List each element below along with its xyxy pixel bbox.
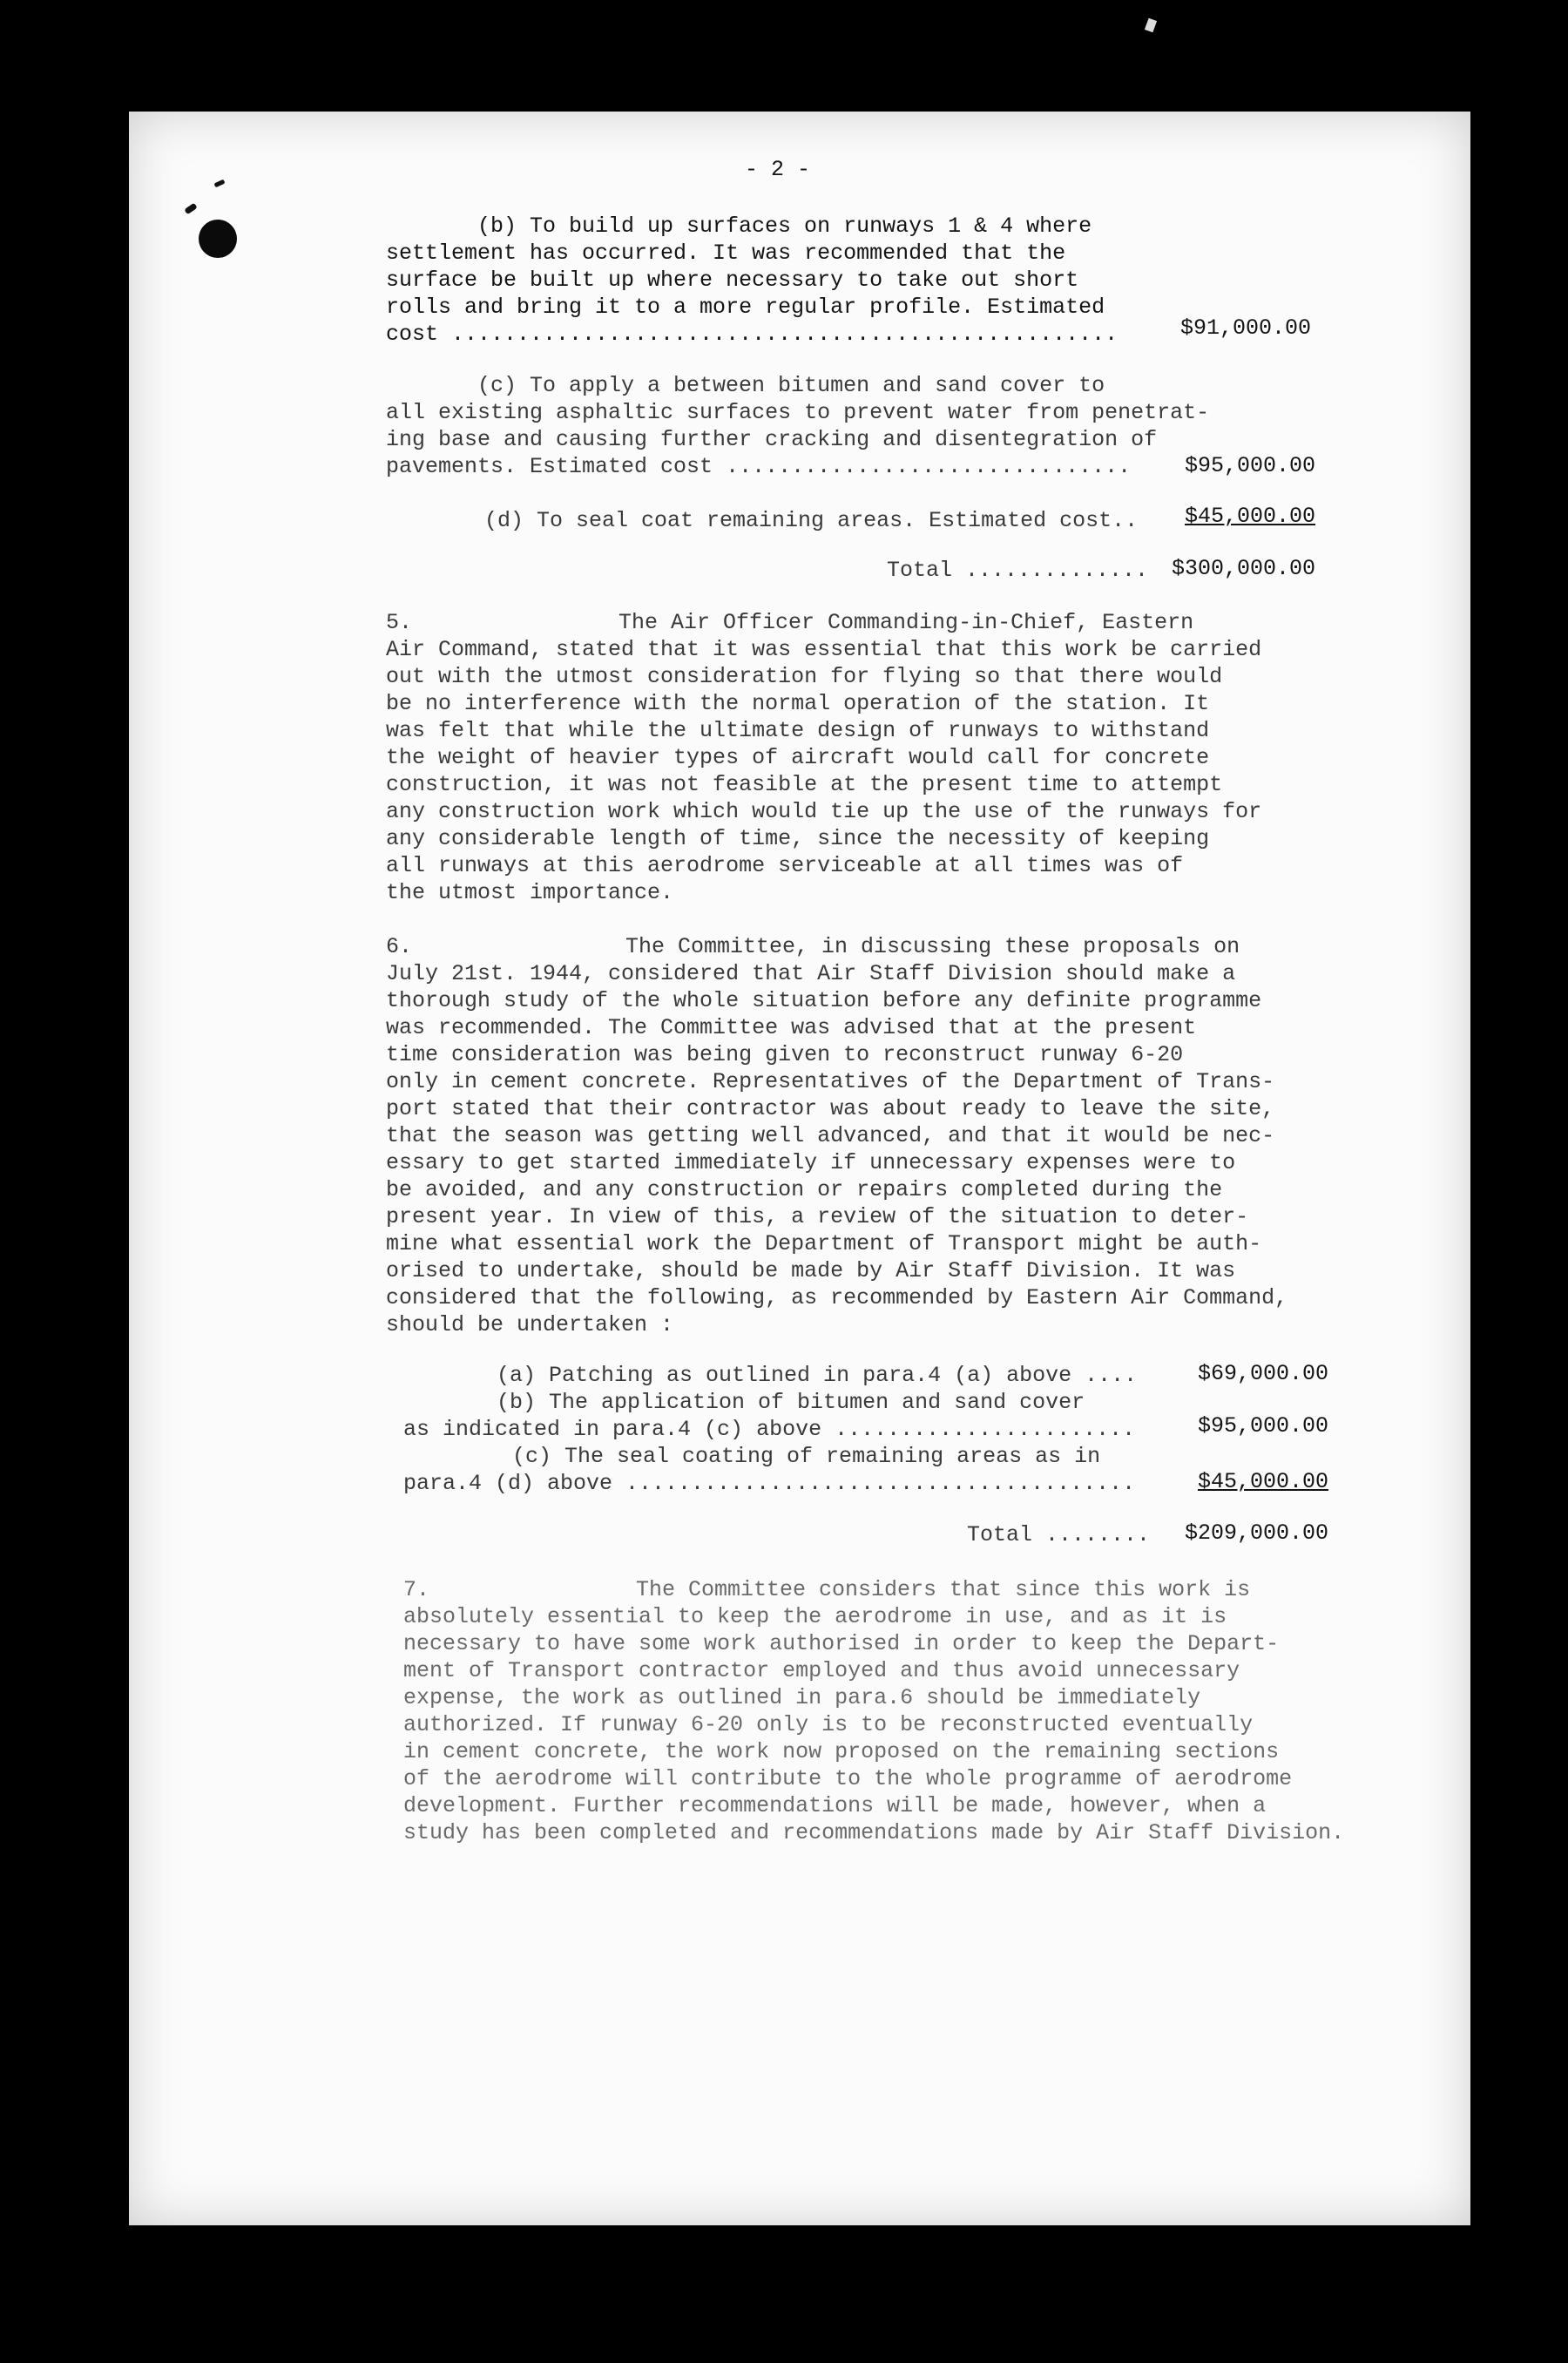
para-7-line: study has been completed and recommendations made by Air Staff Division. — [403, 1820, 1345, 1845]
punch-hole — [199, 220, 237, 258]
para-5-line: any considerable length of time, since the necessity of keeping — [386, 826, 1210, 851]
item-a-amount: $69,000.00 — [1197, 1361, 1328, 1386]
total-amount: $300,000.00 — [1171, 556, 1315, 581]
item-b-amount: $95,000.00 — [1197, 1413, 1328, 1439]
para-5-line: any construction work which would tie up the use of the runways for — [386, 799, 1262, 824]
para-7-line: expense, the work as outlined in para.6 should be immediately — [403, 1685, 1201, 1710]
para-7-line: The Committee considers that since this work is — [636, 1577, 1251, 1602]
para-6-item-c: (c) The seal coating of remaining areas as in — [512, 1444, 1101, 1469]
total-label: Total .............. — [887, 558, 1149, 583]
para-number: 5. — [386, 610, 413, 635]
item-b-line: surface be built up where necessary to take out short — [386, 267, 1079, 293]
item-d-amount: $45,000.00 — [1184, 504, 1315, 529]
item-c-amount: $45,000.00 — [1197, 1469, 1328, 1494]
item-b-line: rolls and bring it to a more regular profile. Estimated — [386, 295, 1105, 320]
scan-artifact — [1145, 18, 1157, 33]
para-6-line: essary to get started immediately if unnecessary expenses were to — [386, 1150, 1236, 1175]
para-7-line: of the aerodrome will contribute to the whole programme of aerodrome — [403, 1766, 1293, 1791]
para-5-line: construction, it was not feasible at the present time to attempt — [386, 772, 1223, 797]
page-number: - 2 - — [745, 157, 811, 182]
item-c-line: all existing asphaltic surfaces to prevent water from penetrat- — [386, 400, 1210, 425]
item-d-line: (d) To seal coat remaining areas. Estimated cost.. — [484, 508, 1139, 533]
para-6-line: should be undertaken : — [386, 1312, 674, 1337]
para-7-line: in cement concrete, the work now proposed on the remaining sections — [403, 1739, 1280, 1764]
para-5-line: The Air Officer Commanding-in-Chief, Eastern — [618, 610, 1194, 635]
item-c-line: pavements. Estimated cost ............................... — [386, 454, 1132, 479]
para-6-line: orised to undertake, should be made by Air Staff Division. It was — [386, 1258, 1236, 1283]
para-6-line: time consideration was being given to reconstruct runway 6-20 — [386, 1042, 1184, 1067]
para-6-line: that the season was getting well advanced, and that it would be nec- — [386, 1123, 1275, 1148]
para-5-line: all runways at this aerodrome serviceable at all times was of — [386, 853, 1184, 878]
para-6-line: considered that the following, as recommended by Eastern Air Command, — [386, 1285, 1288, 1310]
total-label: Total ........ — [967, 1522, 1151, 1547]
item-c-amount: $95,000.00 — [1184, 453, 1315, 478]
para-6-item-b: as indicated in para.4 (c) above ....................... — [403, 1417, 1136, 1442]
para-6-line: port stated that their contractor was about ready to leave the site, — [386, 1096, 1275, 1121]
item-b-line: (b) To build up surfaces on runways 1 & 4 where — [477, 213, 1092, 239]
para-7-line: ment of Transport contractor employed and thus avoid unnecessary — [403, 1658, 1240, 1683]
para-6-line: July 21st. 1944, considered that Air Staff Division should make a — [386, 961, 1236, 986]
para-5-line: the weight of heavier types of aircraft would call for concrete — [386, 745, 1210, 770]
para-number: 7. — [403, 1577, 430, 1602]
para-6-line: was recommended. The Committee was advised that at the present — [386, 1015, 1197, 1040]
item-b-amount: $91,000.00 — [1179, 315, 1311, 341]
para-5-line: out with the utmost consideration for flying so that there would — [386, 664, 1223, 689]
item-b-line: cost ................................................... — [386, 322, 1119, 347]
para-number: 6. — [386, 934, 413, 959]
para-7-line: absolutely essential to keep the aerodrome in use, and as it is — [403, 1604, 1227, 1629]
item-c-line: ing base and causing further cracking and disentegration of — [386, 427, 1158, 452]
item-b-line: settlement has occurred. It was recommended that the — [386, 240, 1066, 266]
item-c-line: (c) To apply a between bitumen and sand cover to — [477, 373, 1105, 398]
para-5-line: Air Command, stated that it was essential that this work be carried — [386, 637, 1262, 662]
para-6-line: thorough study of the whole situation before any definite programme — [386, 988, 1262, 1013]
para-6-line: present year. In view of this, a review of the situation to deter- — [386, 1204, 1249, 1229]
para-6-line: only in cement concrete. Representatives of the Department of Trans- — [386, 1069, 1275, 1094]
para-5-line: was felt that while the ultimate design of runways to withstand — [386, 718, 1210, 743]
para-6-item-c: para.4 (d) above ....................................... — [403, 1471, 1136, 1496]
total-amount: $209,000.00 — [1184, 1520, 1328, 1546]
para-7-line: necessary to have some work authorised in order to keep the Depart- — [403, 1631, 1280, 1656]
para-6-line: The Committee, in discussing these proposals on — [625, 934, 1240, 959]
para-6-line: mine what essential work the Department of Transport might be auth- — [386, 1231, 1262, 1256]
para-6-line: be avoided, and any construction or repairs completed during the — [386, 1177, 1223, 1202]
para-5-line: be no interference with the normal operation of the station. It — [386, 691, 1210, 716]
para-6-item-a: (a) Patching as outlined in para.4 (a) above .... — [497, 1363, 1138, 1388]
para-5-line: the utmost importance. — [386, 880, 674, 905]
para-7-line: authorized. If runway 6-20 only is to be reconstructed eventually — [403, 1712, 1254, 1737]
para-6-item-b: (b) The application of bitumen and sand cover — [497, 1390, 1085, 1415]
para-7-line: development. Further recommendations will be made, however, when a — [403, 1793, 1267, 1818]
